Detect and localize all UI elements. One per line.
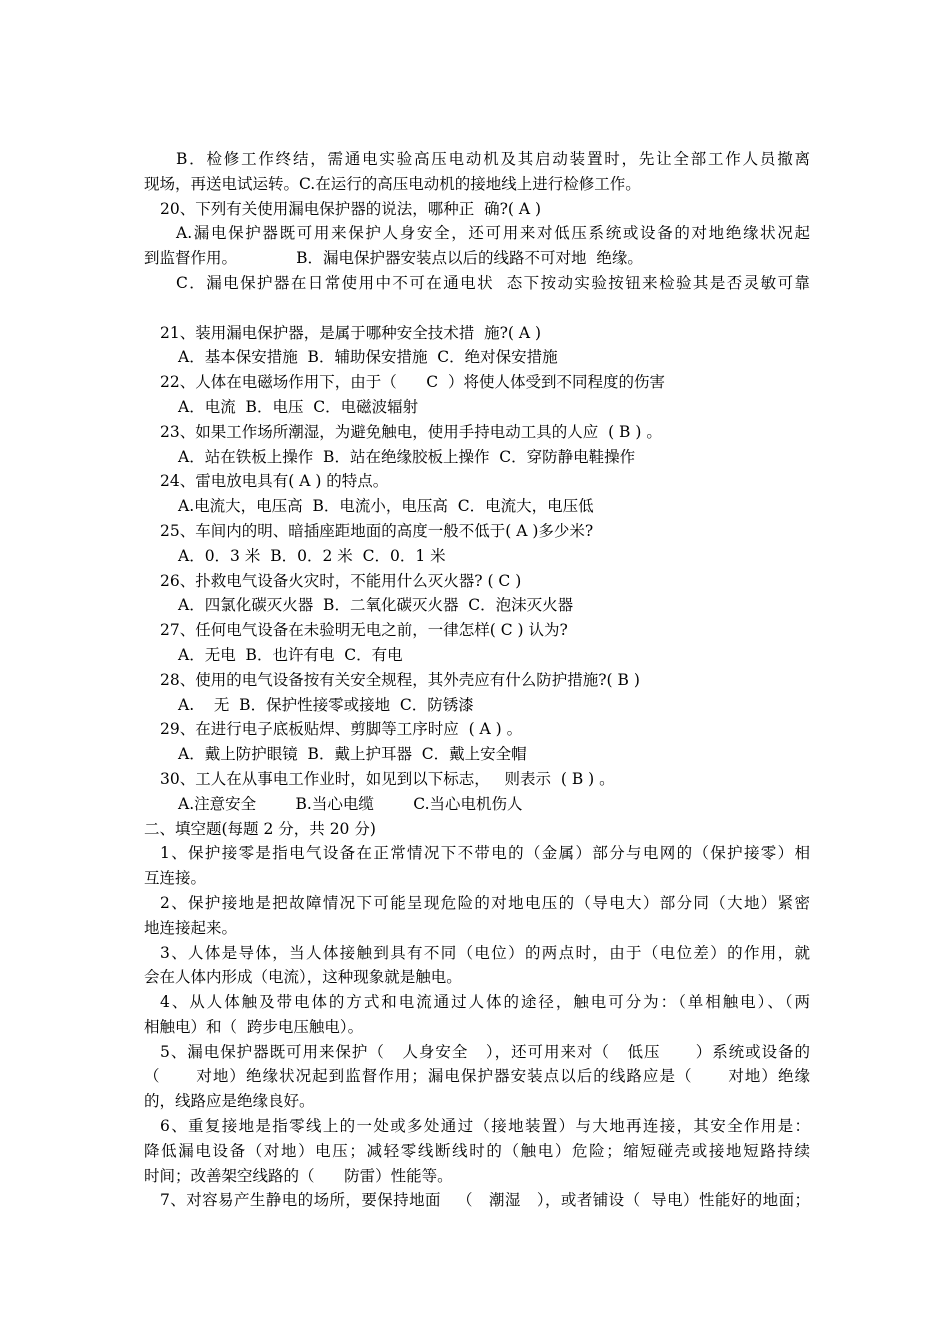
fill-blank-6: 6、重复接地是指零线上的一处或多处通过（接地装置）与大地再连接，其安全作用是：: [160, 1117, 810, 1136]
question-30-options: A.注意安全 B.当心电缆 C.当心电机伤人: [178, 794, 523, 813]
option-text: B．检修工作终结，需通电实验高压电动机及其启动装置时，先让全部工作人员撤离: [176, 150, 810, 168]
question-27: 27、任何电气设备在未验明无电之前，一律怎样( C ) 认为?: [160, 621, 568, 640]
question-23-options: A．站在铁板上操作 B．站在绝缘胶板上操作 C．穿防静电鞋操作: [178, 447, 636, 466]
question-26-options: A．四氯化碳灭火器 B．二氧化碳灭火器 C．泡沫灭火器: [178, 596, 574, 615]
fill-blank-5-cont: 的，线路应是绝缘良好。: [144, 1092, 315, 1111]
option-text: 现场，再送电试运转。C.在运行的高压电动机的接地线上进行检修工作。: [144, 174, 641, 193]
question-20: 20、下列有关使用漏电保护器的说法，哪种正 确?( A ): [160, 199, 542, 218]
question-30: 30、工人在从事电工作业时，如见到以下标志， 则表示 ( B ) 。: [160, 769, 615, 788]
question-24: 24、雷电放电具有( A ) 的特点。: [160, 472, 389, 491]
question-21-options: A．基本保安措施 B．辅助保安措施 C．绝对保安措施: [178, 348, 558, 367]
question-23: 23、如果工作场所潮湿，为避免触电，使用手持电动工具的人应 ( B ) 。: [160, 422, 662, 441]
question-27-options: A．无电 B．也许有电 C．有电: [178, 645, 403, 664]
question-26: 26、扑救电气设备火灾时，不能用什么灭火器? ( C ): [160, 571, 522, 590]
fill-blank-6-cont: 时间；改善架空线路的（ 防雷）性能等。: [144, 1166, 453, 1185]
document-page: [144, 147, 810, 1213]
fill-blank-4: 4、从人体触及带电体的方式和电流通过人体的途径，触电可分为：（单相触电）、（两: [160, 993, 810, 1012]
question-22: 22、人体在电磁场作用下，由于（ C ）将使人体受到不同程度的伤害: [160, 373, 666, 392]
question-29: 29、在进行电子底板贴焊、剪脚等工序时应 ( A ) 。: [160, 720, 523, 739]
fill-blank-1: 1、保护接零是指电气设备在正常情况下不带电的（金属）部分与电网的（保护接零）相: [160, 844, 810, 863]
fill-blank-2-cont: 地连接起来。: [144, 918, 238, 937]
question-24-options: A.电流大，电压高 B．电流小，电压高 C．电流大，电压低: [178, 497, 594, 516]
question-22-options: A．电流 B．电压 C．电磁波辐射: [178, 397, 419, 416]
fill-blank-4-cont: 相触电）和（ 跨步电压触电）。: [144, 1017, 364, 1036]
fill-blank-1-cont: 互连接。: [144, 869, 207, 888]
fill-blank-5: 5、漏电保护器既可用来保护（ 人身安全 ），还可用来对（ 低压 ）系统或设备的: [160, 1042, 810, 1061]
fill-blank-7: 7、对容易产生静电的场所，要保持地面 （ 潮湿 ），或者铺设（ 导电）性能好的地面；: [160, 1191, 810, 1210]
section-heading: 二、填空题(每题 2 分，共 20 分): [144, 819, 376, 838]
fill-blank-3-cont: 会在人体内形成（电流），这种现象就是触电。: [144, 968, 462, 987]
option-text: C．漏电保护器在日常使用中不可在通电状 态下按动实验按钮来检验其是否灵敏可靠: [176, 273, 810, 292]
question-28: 28、使用的电气设备按有关安全规程，其外壳应有什么防护措施?( B ): [160, 670, 640, 689]
fill-blank-3: 3、人体是导体，当人体接触到具有不同（电位）的两点时，由于（电位差）的作用，就: [160, 943, 810, 962]
fill-blank-2: 2、保护接地是把故障情况下可能呈现危险的对地电压的（导电大）部分同（大地）紧密: [160, 893, 810, 912]
blank-line: [144, 296, 810, 321]
question-29-options: A．戴上防护眼镜 B．戴上护耳器 C．戴上安全帽: [178, 745, 527, 764]
question-25-options: A．0．3 米 B．0．2 米 C．0．1 米: [178, 546, 446, 565]
question-28-options: A. 无 B．保护性接零或接地 C．防锈漆: [178, 695, 474, 714]
question-21: 21、装用漏电保护器，是属于哪种安全技术措 施?( A ): [160, 323, 542, 342]
fill-blank-6-cont: 降低漏电设备（对地）电压；减轻零线断线时的（触电）危险；缩短碰壳或接地短路持续: [144, 1141, 810, 1160]
option-text: A.漏电保护器既可用来保护人身安全，还可用来对低压系统或设备的对地绝缘状况起: [176, 224, 810, 243]
question-25: 25、车间内的明、暗插座距地面的高度一般不低于( A )多少米?: [160, 521, 594, 540]
fill-blank-5-cont: （ 对地）绝缘状况起到监督作用；漏电保护器安装点以后的线路应是（ 对地）绝缘: [144, 1067, 810, 1086]
option-text: 到监督作用。 B．漏电保护器安装点以后的线路不可对地 绝缘。: [144, 249, 643, 268]
